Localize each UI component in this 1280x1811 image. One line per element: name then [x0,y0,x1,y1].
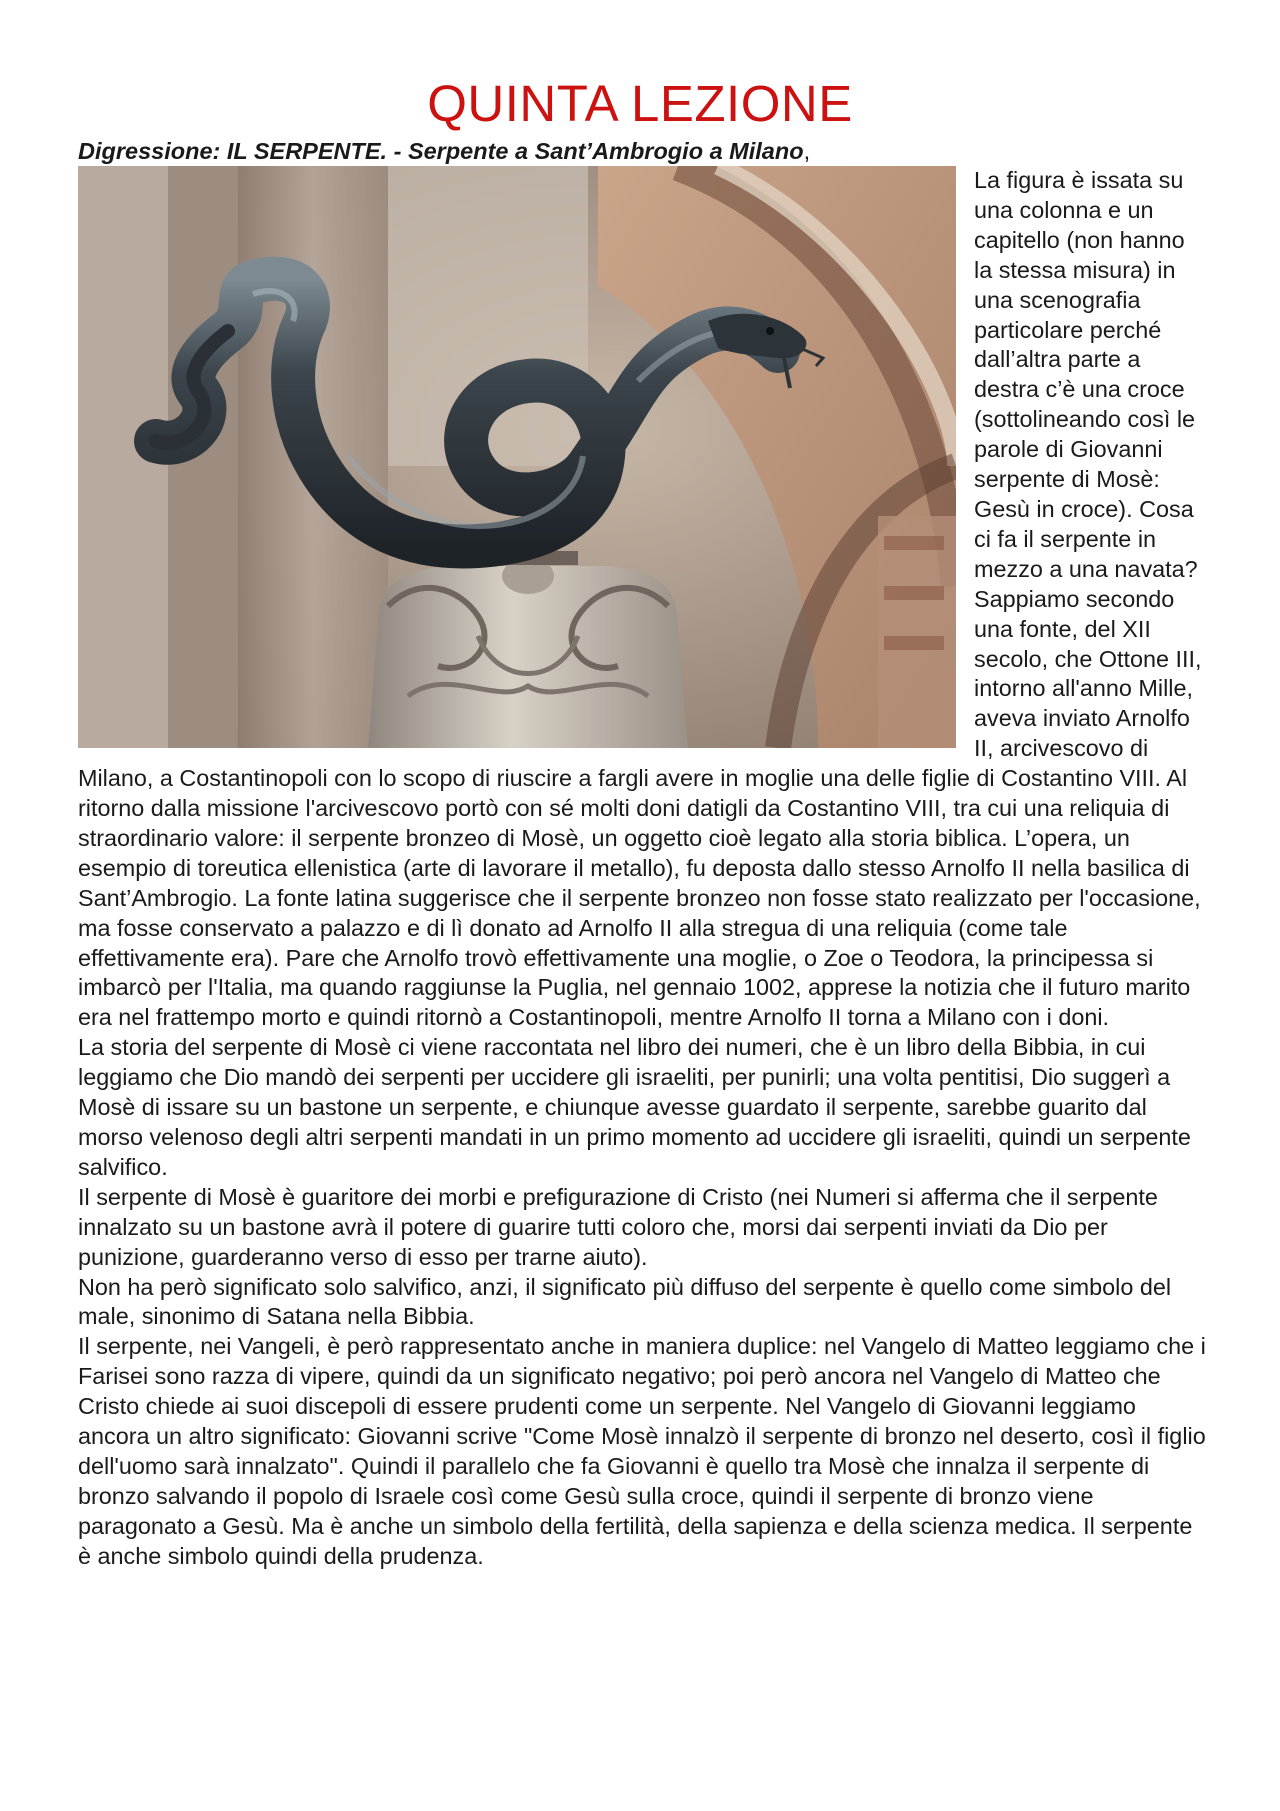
bronze-serpent-photo [78,166,956,748]
section-subtitle [78,137,1208,165]
paragraph-5: Il serpente, nei Vangeli, è però rappresentato anche in maniera duplice: nel Vangelo di Matteo leggiamo che i Farisei sono razza di vipere, quindi da un significato negativo; poi però ancora nel Vangelo di Matteo che Cristo chiede ai suoi discepoli di essere prudenti come un serpente. Nel Vangelo di Giovanni leggiamo ancora un altro significato: Giovanni scrive "Come Mosè innalzò il serpente di bronzo nel deserto, così il figlio dell'uomo sarà innalzato". Quindi il parallelo che fa Giovanni è quello tra Mosè che innalza il serpente di bronzo salvando il popolo di Israele così come Gesù sulla croce, quindi il serpente di bronzo viene paragonato a Gesù. Ma è anche un simbolo della fertilità, della sapienza e della scienza medica. Il serpente è anche simbolo quindi della prudenza. [78,1333,1206,1569]
bronze-serpent-on-capital-photo-icon [78,166,956,748]
body-text [78,166,1206,1572]
subtitle-trailing: , [803,138,811,164]
page-title: QUINTA LEZIONE [427,75,853,132]
paragraph-3: Il serpente di Mosè è guaritore dei morbi e prefigurazione di Cristo (nei Numeri si afferma che il serpente innalzato su un bastone avrà il potere di guarire tutti coloro che, morsi dai serpenti inviati da Dio per punizione, guarderanno verso di esso per trarne aiuto). [78,1183,1158,1270]
subtitle-emphasis: Digressione: IL SERPENTE. - Serpente a Sant’Ambrogio a Milano [78,138,804,164]
paragraph-1: La figura è issata su una colonna e un capitello (non hanno la stessa misura) in una scenografia particolare perché dall’altra parte a destra c’è una croce (sottolineando così le parole di Giovanni serpente di Mosè: Gesù in croce). Cosa ci fa il serpente in mezzo a una navata? Sappiamo secondo una fonte, del XII secolo, che Ottone III, intorno all'anno Mille, aveva inviato Arnolfo II, arcivescovo di Milano, a Costantinopoli con lo scopo di riuscire a fargli avere in moglie una delle figlie di Costantino VIII. Al ritorno dalla missione l'arcivescovo portò con sé molti doni datigli da Costantino VIII, tra cui una reliquia di straordinario valore: il serpente bronzeo di Mosè, un oggetto cioè legato alla storia biblica. L’opera, un esempio di toreutica ellenistica (arte di lavorare il metallo), fu deposta dallo stesso Arnolfo II nella basilica di Sant’Ambrogio. La fonte latina suggerisce che il serpente bronzeo non fosse stato realizzato per l'occasione, ma fosse conservato a palazzo e di lì donato ad Arnolfo II alla stregua di una reliquia (come tale effettivamente era). Pare che Arnolfo trovò effettivamente una moglie, o Zoe o Teodora, la principessa si imbarcò per l'Italia, ma quando raggiunse la Puglia, nel gennaio 1002, apprese la notizia che il futuro marito era nel frattempo morto e quindi ritornò a Costantinopoli, mentre Arnolfo II torna a Milano con i doni. [78,167,1202,1031]
paragraph-4: Non ha però significato solo salvifico, anzi, il significato più diffuso del serpente è quello come simbolo del male, sinonimo di Satana nella Bibbia. [78,1273,1172,1330]
paragraph-2: La storia del serpente di Mosè ci viene raccontata nel libro dei numeri, che è un libro della Bibbia, in cui leggiamo che Dio mandò dei serpenti per uccidere gli israeliti, per punirli; una volta pentitisi, Dio suggerì a Mosè di issare su un bastone un serpente, e chiunque avesse guardato il serpente, sarebbe guarito dal morso velenoso degli altri serpenti mandati in un primo momento ad uccidere gli israeliti, quindi un serpente salvifico. [78,1034,1191,1180]
